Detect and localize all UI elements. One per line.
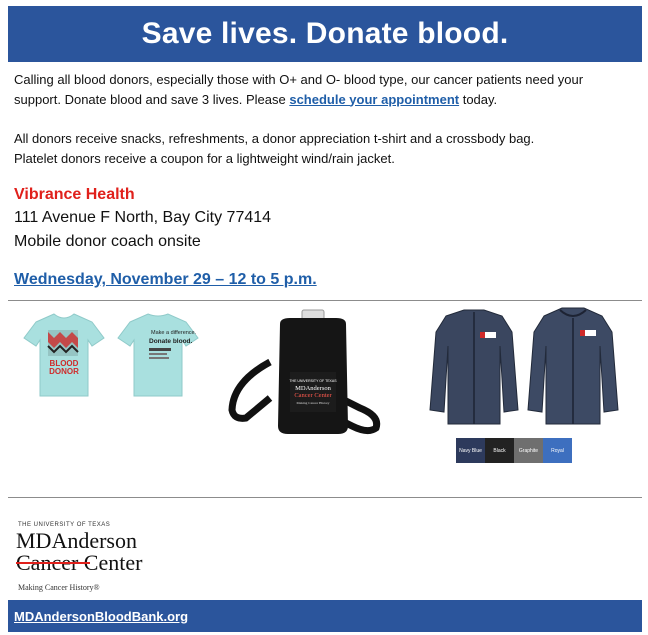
bag-logo-line1: THE UNIVERSITY OF TEXAS: [289, 379, 337, 383]
logo-top-line: THE UNIVERSITY OF TEXAS: [18, 522, 111, 528]
location-name: Vibrance Health: [14, 186, 135, 203]
schedule-appointment-link[interactable]: schedule your appointment: [289, 91, 460, 107]
tshirt-front: [24, 314, 104, 396]
tshirt-back-line1: Make a difference.: [151, 330, 197, 336]
tshirt-front-line1: BLOOD: [49, 359, 79, 368]
event-date-link[interactable]: Wednesday, November 29 – 12 to 5 p.m.: [14, 271, 317, 288]
divider-top: [8, 300, 642, 301]
swatch-navy-blue: Navy Blue: [456, 438, 485, 463]
crossbody-bag: [232, 310, 377, 434]
logo-tagline: Making Cancer History®: [18, 583, 100, 592]
tshirt-back: [118, 314, 198, 396]
bag-logo-line3: Cancer Center: [294, 392, 332, 399]
swatch-graphite: Graphite: [514, 438, 543, 463]
tshirt-back-line2: Donate blood.: [149, 338, 193, 345]
intro-text-end: today.: [459, 91, 498, 107]
divider-bottom: [8, 497, 642, 498]
location-address: 111 Avenue F North, Bay City 77414: [14, 209, 272, 226]
jacket-front: [430, 310, 518, 424]
blood-bank-website-link[interactable]: MDAndersonBloodBank.org: [14, 608, 189, 624]
jacket-color-swatches: [456, 438, 572, 463]
logo-name-line1: MDAnderson: [16, 528, 137, 553]
swatch-royal: Royal: [543, 438, 572, 463]
footer-bar: [8, 600, 642, 632]
donor-gifts-image: [8, 302, 642, 492]
title-banner: [8, 6, 642, 62]
page-title: Save lives. Donate blood.: [141, 17, 509, 50]
jacket-back: [528, 308, 618, 424]
perks-paragraph: All donors receive snacks, refreshments, a donor appreciation t-shirt and a crossbody bag. Platelet donors receive a coupon for a lightweight wind/rain jacket.: [14, 131, 535, 166]
swatch-black: Black: [485, 438, 514, 463]
bag-logo-line2: MDAnderson: [295, 385, 331, 392]
logo-name-line2: Cancer Center: [16, 550, 143, 575]
md-anderson-logo: [16, 518, 176, 596]
intro-paragraph: [14, 70, 624, 109]
location-note: Mobile donor coach onsite: [14, 233, 201, 250]
tshirt-front-line2: DONOR: [49, 367, 79, 376]
intro-text: Calling all blood donors, especially those with O+ and O- blood type, our cancer patients need your support. Donate blood and save 3 lives. Please: [14, 72, 584, 107]
bag-logo-line4: Making Cancer History: [296, 401, 330, 405]
